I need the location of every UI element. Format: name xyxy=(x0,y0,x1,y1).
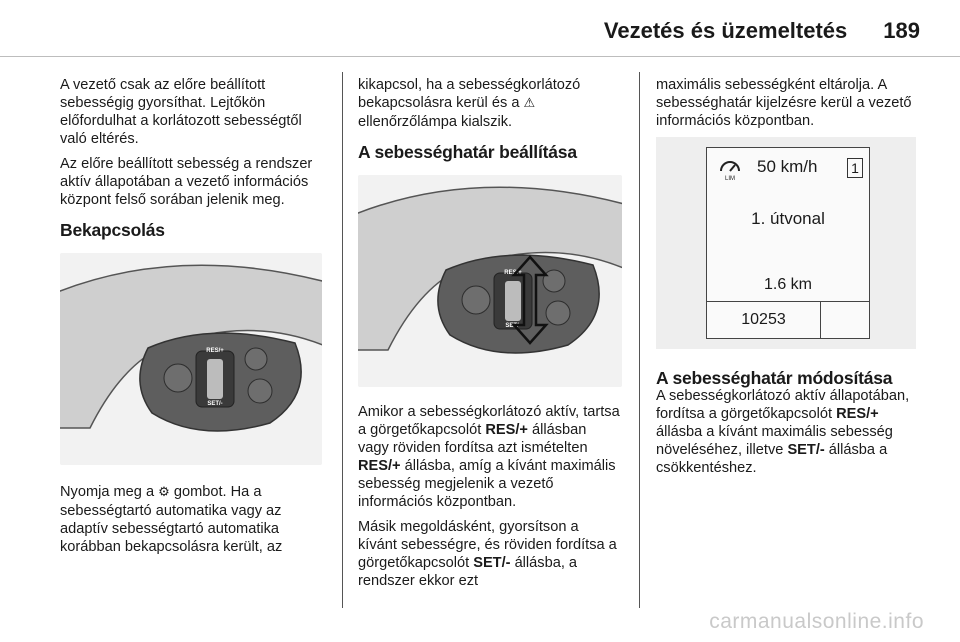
cruise-toggle-button xyxy=(543,270,565,292)
limiter-button xyxy=(546,301,570,325)
display-top-row xyxy=(707,154,869,186)
cruise-toggle-button xyxy=(245,348,267,370)
thumbwheel xyxy=(207,359,223,399)
trip-label: 1. útvonal xyxy=(751,209,825,228)
paragraph: kikapcsol, ha a sebességkorlátozó bekapcsolásra kerül és a ⚠ ellenőrzőlámpa kialszik. xyxy=(358,77,581,130)
odometer: 10253 xyxy=(707,302,821,338)
paragraph: Másik megoldásként, gyorsítson a kívánt sebességre, és röviden fordítsa a görgetőkapcsolót SET/- állásba, a rendszer ekkor ezt xyxy=(358,519,617,589)
speed-limiter-icon xyxy=(717,156,743,182)
heading-sebessseghatar-modositasa: A sebességhatár módosítása xyxy=(656,368,893,388)
limiter-button xyxy=(248,379,272,403)
watermark: carmanualsonline.info xyxy=(709,610,924,633)
set-label: SET/- xyxy=(505,323,521,329)
heading-sebessseghatar-beallitasa: A sebességhatár beállítása xyxy=(358,142,577,162)
heading-bekapcsolas: Bekapcsolás xyxy=(60,220,165,240)
column-2 xyxy=(358,76,620,597)
column-1 xyxy=(60,76,322,563)
trip-distance: 1.6 km xyxy=(763,276,812,293)
column-divider-2 xyxy=(639,72,640,608)
driver-info-display-figure xyxy=(656,137,916,349)
speed-limiter-icon: ⚙ xyxy=(158,485,170,500)
paragraph: maximális sebességként eltárolja. A sebességhatár kijelzésre kerül a vezető információs központban. xyxy=(656,77,912,129)
column-divider-1 xyxy=(342,72,343,608)
paragraph: A sebességkorlátozó aktív állapotában, fordítsa a görgetőkapcsolót RES/+ állásba a kívánt maximális sebesség növeléséhez, illetve SET/- állásba a csökkentéshez. xyxy=(656,388,910,476)
display-bottom-row xyxy=(707,301,869,338)
thumbwheel xyxy=(505,281,521,321)
warning-lamp-icon: ⚠ xyxy=(523,96,536,111)
left-button xyxy=(164,364,192,392)
set-label: SET/- xyxy=(207,401,223,407)
steering-wheel-figure-2 xyxy=(358,175,622,387)
page-number: 189 xyxy=(883,18,920,43)
section-title: Vezetés és üzemeltetés xyxy=(603,18,848,43)
paragraph: A vezető csak az előre beállított sebességig gyorsíthat. Lejtőkön előfordulhat a korlátozott sebességtől való eltérés. xyxy=(60,77,302,147)
display-frame xyxy=(706,147,870,339)
left-button xyxy=(462,286,490,314)
res-label: RES/+ xyxy=(504,270,522,276)
header-rule xyxy=(0,56,960,57)
res-label: RES/+ xyxy=(206,348,224,354)
paragraph: Az előre beállított sebesség a rendszer aktív állapotában a vezető információs központ felső sorában jelenik meg. xyxy=(60,156,313,208)
paragraph: Nyomja meg a ⚙ gombot. Ha a sebességtartó automatika vagy az adaptív sebességtartó automatika korábban bekapcsolásra került, az xyxy=(60,484,283,555)
memory-slot: 1 xyxy=(847,158,863,178)
limit-speed: 50 km/h xyxy=(757,157,818,176)
svg-text:LIM: LIM xyxy=(724,176,736,182)
paragraph: Amikor a sebességkorlátozó aktív, tartsa a görgetőkapcsolót RES/+ állásban vagy röviden fordítsa azt ismételten RES/+ állásba, amíg a kívánt maximális sebesség megjelenik a vezető információs központban. xyxy=(358,404,620,510)
steering-wheel-figure-1 xyxy=(60,253,322,465)
column-3 xyxy=(656,76,918,484)
page-header xyxy=(604,18,920,44)
